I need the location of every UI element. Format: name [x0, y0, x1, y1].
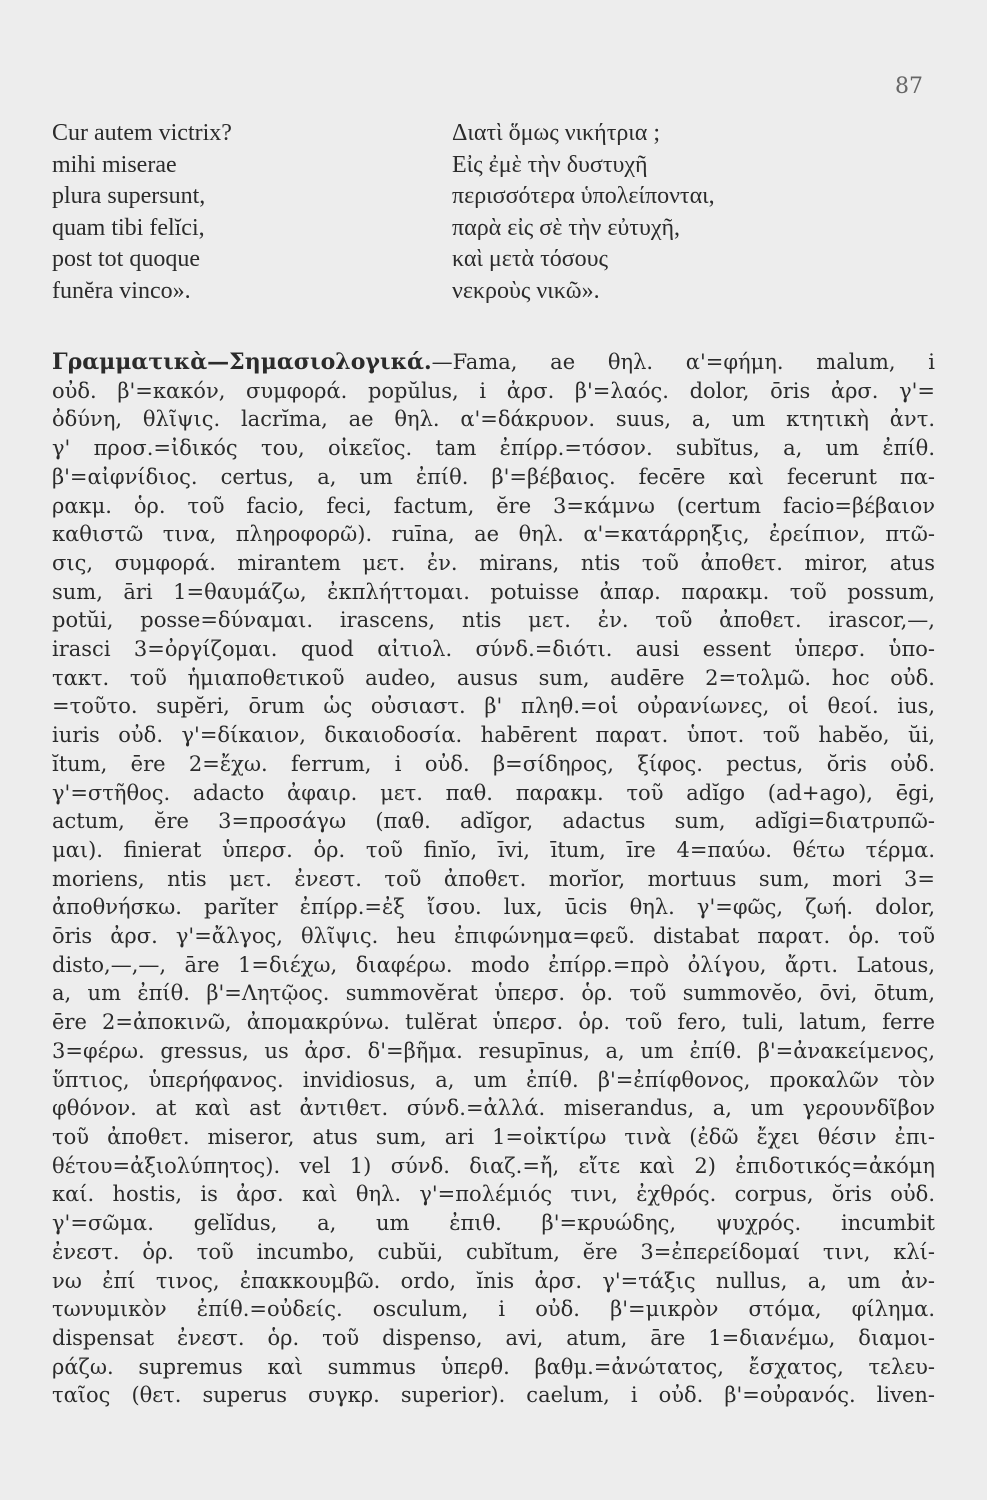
greek-verse: Εἰς ἐμὲ τὴν δυστυχῆ	[452, 151, 648, 178]
gloss-line: νω ἐπί τινος, ἐπακκουμβῶ. ordo, ĭnis ἀρσ. γ'=τάξις nullus, a, um ἀν-	[52, 1268, 935, 1293]
verse-row	[52, 213, 952, 245]
gloss-line: τακτ. τοῦ ἡμιαποθετικοῦ audeo, ausus sum, audēre 2=τολμῶ. hoc οὐδ.	[52, 665, 935, 690]
gloss-line: οὐδ. β'=κακόν, συμφορά. popŭlus, i ἀρσ. β'=λαός. dolor, ōris ἀρσ. γ'=	[52, 378, 935, 403]
gloss-line: moriens, ntis μετ. ἐνεστ. τοῦ ἀποθετ. morĭor, mortuus sum, mori 3=	[52, 866, 935, 891]
gloss-line: γ'=στῆθος. adacto ἀφαιρ. μετ. παθ. παρακμ. τοῦ adĭgo (ad+ago), ēgi,	[52, 780, 935, 805]
latin-verse: quam tibi felĭci,	[52, 214, 205, 241]
gloss-line: 3=φέρω. gressus, us ἀρσ. δ'=βῆμα. resupīnus, a, um ἐπίθ. β'=ἀνακείμενος,	[52, 1038, 935, 1063]
gloss-line: sum, āri 1=θαυμάζω, ἐκπλήττομαι. potuisse ἀπαρ. παρακμ. τοῦ possum,	[52, 579, 935, 604]
gloss-line: iuris οὐδ. γ'=δίκαιον, δικαιοδοσία. habērent παρατ. ὑποτ. τοῦ habĕo, ŭi,	[52, 723, 935, 748]
gloss-line: ρακμ. ὁρ. τοῦ facio, feci, factum, ĕre 3=κάμνω (certum facio=βέβαιον	[52, 493, 935, 518]
glossary-heading: Γραμματικὰ—Σημασιολογικά.	[52, 349, 432, 375]
latin-verse: plura supersunt,	[52, 183, 206, 210]
gloss-line: θέτου=ἀξιολύπητος). vel 1) σύνδ. διαζ.=ἤ, εἴτε καὶ 2) ἐπιδοτικός=ἀκόμη	[52, 1153, 935, 1178]
parallel-verse	[52, 118, 952, 308]
gloss-line: ταῖος (θετ. superus συγκρ. superior). caelum, i οὐδ. β'=οὐρανός. liven-	[52, 1383, 935, 1408]
gloss-line: τοῦ ἀποθετ. miseror, atus sum, ari 1=οἰκτίρω τινὰ (ἐδῶ ἔχει θέσιν ἐπι-	[52, 1124, 935, 1149]
gloss-line: ὀδύνη, θλῖψις. lacrĭma, ae θηλ. α'=δάκρυον. suus, a, um κτητικὴ ἀντ.	[52, 407, 935, 432]
gloss-line: β'=αἰφνίδιος. certus, a, um ἐπίθ. β'=βέβαιος. fecēre καὶ fecerunt πα-	[52, 464, 935, 489]
page-number: 87	[895, 74, 923, 99]
gloss-line: disto,—,—, āre 1=διέχω, διαφέρω. modo ἐπίρρ.=πρὸ ὀλίγου, ἄρτι. Latous,	[52, 952, 935, 977]
gloss-line: γ'=σῶμα. gelĭdus, a, um ἐπιθ. β'=κρυώδης, ψυχρός. incumbit	[52, 1211, 935, 1236]
gloss-line: τωνυμικὸν ἐπίθ.=οὐδείς. osculum, i οὐδ. β'=μικρὸν στόμα, φίλημα.	[52, 1297, 935, 1322]
greek-verse: νεκροὺς νικῶ».	[452, 277, 600, 304]
latin-verse: mihi miserae	[52, 151, 177, 178]
gloss-line: ὕπτιος, ὑπερήφανος. invidiosus, a, um ἐπίθ. β'=ἐπίφθονος, προκαλῶν τὸν	[52, 1067, 935, 1092]
gloss-line: irasci 3=ὀργίζομαι. quod αἰτιολ. σύνδ.=διότι. ausi essent ὑπερσ. ὑπο-	[52, 637, 935, 662]
gloss-first-line	[52, 348, 935, 377]
verse-row	[52, 118, 952, 150]
gloss-line: φθόνον. at καὶ ast ἀντιθετ. σύνδ.=ἀλλά. miserandus, a, um γερουνδῖβον	[52, 1096, 935, 1121]
gloss-line: ōris ἀρσ. γ'=ἄλγος, θλῖψις. heu ἐπιφώνημα=φεῦ. distabat παρατ. ὁρ. τοῦ	[52, 924, 935, 949]
gloss-line: actum, ĕre 3=προσάγω (παθ. adĭgor, adactus sum, adĭgi=διατρυπῶ-	[52, 809, 935, 834]
gloss-line: ĭtum, ēre 2=ἔχω. ferrum, i οὐδ. β=σίδηρος, ξίφος. pectus, ŏris οὐδ.	[52, 751, 935, 776]
gloss-line: a, um ἐπίθ. β'=Λητῷος. summovĕrat ὑπερσ. ὁρ. τοῦ summovĕo, ōvi, ōtum,	[52, 981, 935, 1006]
greek-verse: παρὰ εἰς σὲ τὴν εὐτυχῆ,	[452, 214, 681, 241]
latin-verse: Cur autem victrix?	[52, 120, 232, 146]
gloss-line: σις, συμφορά. mirantem μετ. ἐν. mirans, ntis τοῦ ἀποθετ. miror, atus	[52, 550, 935, 575]
gloss-line: ἀποθνήσκω. parĭter ἐπίρρ.=ἐξ ἴσου. lux, ūcis θηλ. γ'=φῶς, ζωή. dolor,	[52, 895, 935, 920]
gloss-line: γ' προσ.=ἰδικός του, οἰκεῖος. tam ἐπίρρ.=τόσον. subĭtus, a, um ἐπίθ.	[52, 436, 935, 461]
latin-verse: funĕra vinco».	[52, 277, 191, 304]
gloss-line: μαι). finierat ὑπερσ. ὁρ. τοῦ finĭo, īvi, ītum, īre 4=παύω. θέτω τέρμα.	[52, 837, 935, 862]
gloss-line: ἐνεστ. ὁρ. τοῦ incumbo, cubŭi, cubĭtum, ĕre 3=ἐπερείδομαί τινι, κλί-	[52, 1239, 935, 1264]
verse-row	[52, 181, 952, 213]
gloss-line: καί. hostis, is ἀρσ. καὶ θηλ. γ'=πολέμιός τινι, ἐχθρός. corpus, ŏris οὐδ.	[52, 1182, 935, 1207]
greek-verse: καὶ μετὰ τόσους	[452, 246, 609, 273]
gloss-line: καθιστῶ τινα, πληροφορῶ). ruīna, ae θηλ. α'=κατάρρηξις, ἐρείπιον, πτῶ-	[52, 522, 935, 547]
gloss-line: ēre 2=ἀποκινῶ, ἀπομακρύνω. tulĕrat ὑπερσ. ὁρ. τοῦ fero, tuli, latum, ferre	[52, 1010, 935, 1035]
gloss-line: dispensat ἐνεστ. ὁρ. τοῦ dispenso, avi, atum, āre 1=διανέμω, διαμοι-	[52, 1325, 935, 1350]
greek-verse: περισσότερα ὑπολείπονται,	[452, 183, 715, 210]
gloss-line: —Fama, ae θηλ. α'=φήμη. malum, i	[431, 350, 935, 374]
verse-row	[52, 150, 952, 182]
gloss-line: potŭi, posse=δύναμαι. irascens, ntis μετ. ἐν. τοῦ ἀποθετ. irascor,—,	[52, 608, 935, 633]
gloss-line: ράζω. supremus καὶ summus ὑπερθ. βαθμ.=ἀνώτατος, ἔσχατος, τελευ-	[52, 1354, 935, 1379]
grammar-glossary	[52, 348, 935, 1410]
latin-verse: post tot quoque	[52, 246, 200, 273]
verse-row	[52, 276, 952, 308]
greek-verse: Διατὶ ὅμως νικήτρια ;	[452, 120, 661, 146]
verse-row	[52, 244, 952, 276]
gloss-line: =τοῦτο. supĕri, ōrum ὡς οὐσιαστ. β' πληθ.=οἱ οὐρανίωνες, οἱ θεοί. ius,	[52, 694, 935, 719]
